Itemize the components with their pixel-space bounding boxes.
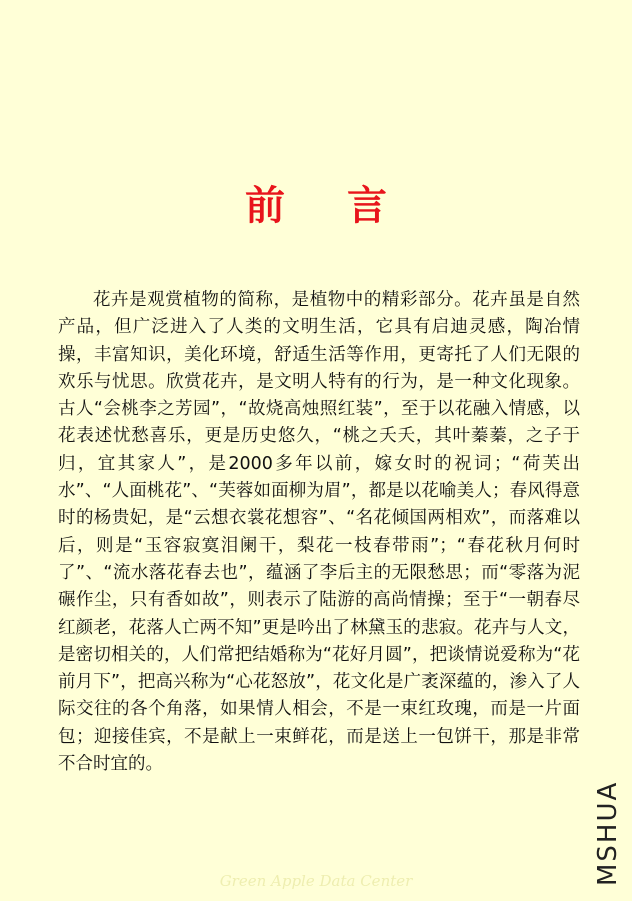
page-title: 前言 [245, 183, 449, 229]
watermark-text: Green Apple Data Center [219, 872, 413, 890]
preface-body [58, 287, 580, 778]
side-logo-text: MSHUA [593, 780, 623, 886]
body-paragraph: 花卉是观赏植物的简称，是植物中的精彩部分。花卉虽是自然产品，但广泛进入了人类的文明生活，它具有启迪灵感，陶冶情操，丰富知识，美化环境，舒适生活等作用，更寄托了人们无限的欢乐与忧思。欣赏花卉，是文明人特有的行为，是一种文化现象。古人“会桃李之芳园”，“故烧高烛照红装”，至于以花融入情感，以花表述忧愁喜乐，更是历史悠久，“桃之夭夭，其叶蓁蓁，之子于归，宜其家人”，是2000多年以前，嫁女时的祝词；“荷芙出水”、“人面桃花”、“芙蓉如面柳为眉”，都是以花喻美人；春风得意时的杨贵妃，是“云想衣裳花想容”、“名花倾国两相欢”，而落难以后，则是“玉容寂寞泪阑干，梨花一枝春带雨”；“春花秋月何时了”、“流水落花春去也”，蕴涵了李后主的无限愁思；而“零落为泥碾作尘，只有香如故”，则表示了陆游的高尚情操；至于“一朝春尽红颜老，花落人亡两不知”更是吟出了林黛玉的悲寂。花卉与人文，是密切相关的，人们常把结婚称为“花好月圆”，把谈情说爱称为“花前月下”，把高兴称为“心花怒放”，花文化是广袤深蕴的，渗入了人际交往的各个角落，如果情人相会，不是一束红玫瑰，而是一片面包；迎接佳宾，不是献上一束鲜花，而是送上一包饼干，那是非常不合时宜的。 [58, 290, 580, 775]
